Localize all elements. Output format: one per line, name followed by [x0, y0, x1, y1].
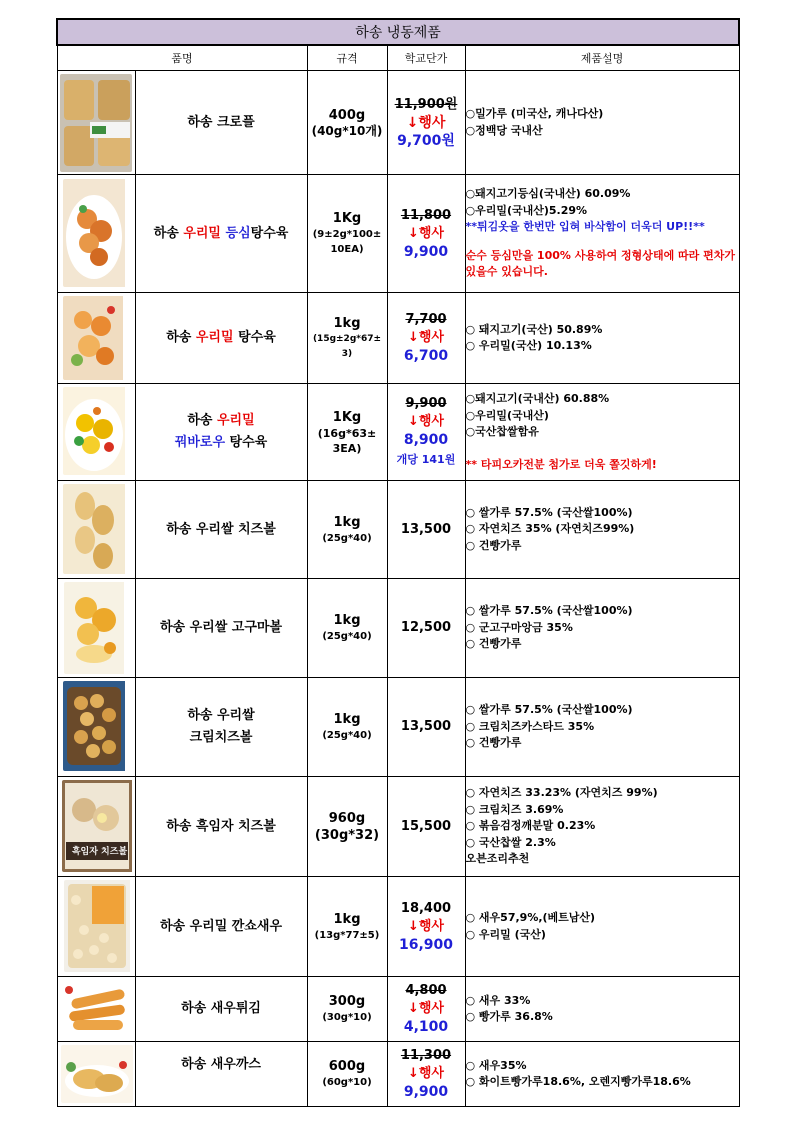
product-name-highlight: 우리밀 [216, 413, 255, 428]
table-row [57, 777, 739, 877]
product-name-highlight: 우리밀 [183, 225, 221, 241]
cheese-ball-photo-icon [63, 484, 135, 574]
unit-price: 개당 141원 [396, 453, 456, 466]
price-new: 9,900 [403, 1084, 449, 1100]
spec-sub: (9±2g*100± [312, 229, 382, 240]
table-row [57, 1042, 739, 1107]
desc-line: 순수 등심만을 100% 사용하여 정형상태에 따라 편차가 있을수 있습니다. [465, 248, 735, 279]
product-photo-cell [57, 481, 135, 579]
header-spec: 규격 [307, 45, 387, 71]
table-row [57, 977, 739, 1042]
product-name [135, 71, 307, 175]
product-price [387, 579, 465, 678]
sweet-sour-pork-photo-icon [63, 296, 135, 380]
price: 13,500 [400, 521, 452, 537]
desc-line: 오븐조리추천 [465, 852, 530, 866]
product-spec [307, 678, 387, 777]
desc-line: ○ 새우35% [465, 1058, 527, 1072]
product-name [135, 481, 307, 579]
product-spec [307, 481, 387, 579]
product-name-text: 탕수육 [225, 435, 268, 450]
packaging-label: 흑임자 치즈볼 [71, 847, 128, 857]
desc-line: ○정백당 국내산 [465, 123, 543, 137]
product-photo-cell [57, 175, 135, 293]
spec-main: 1kg [333, 315, 361, 331]
product-spec [307, 293, 387, 384]
price: 15,500 [400, 818, 452, 834]
croffle-photo-icon [60, 74, 132, 172]
spec-sub: (25g*40) [322, 532, 372, 544]
desc-line: **튀김옷을 한번만 입혀 바삭함이 더욱더 UP!!** [465, 220, 705, 234]
spec-main: 1kg [333, 911, 361, 927]
promo-badge: ↓행사 [406, 114, 446, 131]
product-desc [465, 777, 739, 877]
spec-main: 1kg [333, 712, 361, 727]
desc-line: ○돼지고기(국내산) 60.88% [465, 392, 610, 405]
fried-shrimp-bag-photo-icon [64, 880, 136, 972]
product-price [387, 777, 465, 877]
desc-line: ○밀가루 (미국산, 캐나다산) [465, 107, 604, 120]
product-photo-cell [57, 384, 135, 481]
product-price [387, 293, 465, 384]
promo-badge: ↓행사 [407, 918, 444, 934]
table-row [57, 579, 739, 678]
product-name-text: 하송 [153, 225, 184, 241]
product-spec [307, 384, 387, 481]
product-name [135, 877, 307, 977]
spec-sub: 3) [341, 348, 353, 359]
spec-sub: (30g*10) [322, 1012, 372, 1023]
product-photo-cell [57, 977, 135, 1042]
product-spec [307, 777, 387, 877]
product-name-text: 탕수육 [250, 225, 289, 241]
spec-sub: (16g*63± [317, 426, 377, 440]
guobaorou-photo-icon [63, 387, 135, 475]
promo-badge: ↓행사 [407, 1001, 444, 1016]
cream-cheese-ball-photo-icon [63, 681, 135, 771]
desc-line: ○ 화이트빵가루18.6%, 오렌지빵가루18.6% [465, 1075, 691, 1088]
product-photo-cell [57, 293, 135, 384]
price-old: 4,800 [405, 983, 447, 998]
spec-sub: 3EA) [332, 441, 362, 455]
price-new: 6,700 [403, 348, 449, 364]
price-new: 16,900 [398, 936, 454, 953]
product-price [387, 71, 465, 175]
sweet-sour-pork-photo-icon [63, 179, 135, 287]
product-photo-cell [57, 877, 135, 977]
spec-sub: (30g*32) [314, 827, 380, 843]
product-price [387, 877, 465, 977]
spec-main: 1kg [333, 613, 361, 628]
header-desc: 제품설명 [465, 45, 739, 71]
price-old: 11,800 [400, 207, 452, 223]
spec-main: 960g [328, 810, 366, 826]
product-name [135, 1042, 307, 1107]
desc-line: ○ 자연치즈 35% (자연치즈99%) [465, 522, 635, 536]
product-spec [307, 71, 387, 175]
product-spec [307, 175, 387, 293]
desc-line: ○ 볶음검정깨분말 0.23% [465, 819, 596, 833]
black-sesame-cheese-ball-photo-icon [62, 780, 134, 872]
spec-sub: (13g*77±5) [314, 929, 380, 941]
desc-line: ○ 군고구마앙금 35% [465, 620, 573, 634]
shrimp-cutlet-photo-icon [61, 1045, 133, 1103]
product-desc [465, 877, 739, 977]
price: 12,500 [400, 620, 452, 635]
product-name-text: 크림치즈볼 [189, 730, 253, 745]
spec-main: 400g [328, 107, 366, 123]
desc-line: ○ 국산찹쌀 2.3% [465, 835, 556, 849]
desc-line: ** 타피오카전분 첨가로 더욱 쫄깃하게! [465, 457, 657, 471]
desc-line: ○ 돼지고기(국산) 50.89% [465, 322, 603, 336]
product-price [387, 977, 465, 1042]
product-photo-cell [57, 1042, 135, 1107]
product-name [135, 678, 307, 777]
product-price [387, 481, 465, 579]
header-name: 품명 [57, 45, 307, 71]
product-photo-cell [57, 579, 135, 678]
desc-line: ○ 우리밀(국산) 10.13% [465, 339, 592, 352]
product-name [135, 175, 307, 293]
spec-main: 1kg [333, 514, 361, 530]
product-price [387, 1042, 465, 1107]
spec-main: 1Kg [332, 409, 362, 425]
product-desc [465, 678, 739, 777]
product-desc [465, 977, 739, 1042]
desc-line: ○ 빵가루 36.8% [465, 1010, 553, 1023]
product-name-highlight: 등심 [225, 225, 251, 241]
product-price [387, 384, 465, 481]
desc-line: ○ 쌀가루 57.5% (국산쌀100%) [465, 703, 633, 717]
promo-badge: ↓행사 [407, 330, 444, 345]
product-photo-cell [57, 71, 135, 175]
product-spec [307, 877, 387, 977]
product-name-highlight: 우리밀 [195, 330, 234, 345]
product-name-text: 하송 [187, 413, 217, 428]
product-desc [465, 1042, 739, 1107]
spec-sub: (40g*10개) [311, 123, 383, 138]
table-row [57, 678, 739, 777]
product-name-text: 하송 크로플 [187, 114, 255, 130]
product-photo-cell [57, 777, 135, 877]
spec-sub: (25g*40) [322, 631, 372, 642]
product-name-text: 하송 우리쌀 [187, 708, 255, 723]
product-name-text: 하송 우리쌀 치즈볼 [166, 521, 276, 537]
desc-line: ○ 우리밀 (국산) [465, 927, 546, 941]
desc-line: ○돼지고기등심(국내산) 60.09% [465, 187, 631, 201]
product-desc [465, 481, 739, 579]
spec-sub: 10EA) [330, 244, 364, 255]
desc-line: ○ 쌀가루 57.5% (국산쌀100%) [465, 604, 633, 618]
fried-shrimp-photo-icon [61, 980, 133, 1038]
product-name [135, 977, 307, 1042]
price: 13,500 [400, 719, 452, 734]
desc-line: ○ 건빵가루 [465, 637, 522, 651]
desc-line: ○ 쌀가루 57.5% (국산쌀100%) [465, 505, 633, 519]
product-name [135, 384, 307, 481]
product-name-text: 하송 새우까스 [181, 1057, 261, 1072]
product-desc [465, 384, 739, 481]
sweet-potato-ball-photo-icon [64, 582, 136, 674]
product-name-text: 하송 흑임자 치즈볼 [166, 818, 276, 834]
product-name-text: 하송 새우튀김 [181, 1001, 261, 1016]
price-old: 9,900 [405, 396, 447, 411]
table-row [57, 175, 739, 293]
table-row [57, 877, 739, 977]
price-old: 18,400 [400, 900, 452, 916]
desc-line: ○ 새우 33% [465, 993, 531, 1007]
product-name [135, 293, 307, 384]
table-row [57, 384, 739, 481]
price-new: 9,900 [403, 243, 449, 260]
spec-main: 1Kg [332, 211, 362, 226]
price-old: 11,300 [400, 1048, 452, 1063]
spec-sub: (60g*10) [322, 1077, 372, 1088]
product-spec [307, 977, 387, 1042]
product-name [135, 777, 307, 877]
desc-line: ○ 새우57,9%,(베트남산) [465, 911, 596, 924]
product-desc [465, 293, 739, 384]
product-name-text: 탕수육 [233, 330, 276, 345]
product-desc [465, 579, 739, 678]
table-row [57, 481, 739, 579]
promo-badge: ↓행사 [407, 414, 444, 429]
desc-line: ○ 건빵가루 [465, 538, 522, 552]
table-row [57, 71, 739, 175]
price-new: 9,700원 [397, 132, 455, 149]
product-photo-cell [57, 678, 135, 777]
spec-sub: (15g±2g*67± [312, 333, 382, 344]
price-new: 8,900 [403, 432, 449, 448]
desc-line: ○ 크림치즈카스타드 35% [465, 719, 595, 733]
spec-sub: (25g*40) [322, 730, 372, 741]
desc-line: ○ 자연치즈 33.23% (자연치즈 99%) [465, 786, 658, 800]
spec-main: 300g [328, 994, 366, 1009]
desc-line: ○우리밀(국내산)5.29% [465, 203, 588, 217]
promo-badge: ↓행사 [407, 225, 444, 241]
product-table [56, 18, 740, 1107]
price-old: 7,700 [405, 312, 447, 327]
promo-badge: ↓행사 [407, 1066, 444, 1081]
desc-line: ○ 건빵가루 [465, 736, 522, 750]
product-desc [465, 71, 739, 175]
price-new: 4,100 [403, 1019, 449, 1035]
product-spec [307, 1042, 387, 1107]
product-price [387, 175, 465, 293]
spec-main: 600g [328, 1059, 366, 1074]
product-desc [465, 175, 739, 293]
desc-line: ○국산찹쌀함유 [465, 425, 539, 438]
table-title: 하송 냉동제품 [57, 19, 739, 45]
product-name-text: 하송 [166, 330, 196, 345]
product-name-text: 하송 우리쌀 고구마볼 [159, 620, 283, 635]
table-row [57, 293, 739, 384]
product-price [387, 678, 465, 777]
product-spec [307, 579, 387, 678]
product-name [135, 579, 307, 678]
product-name-highlight: 꿔바로우 [174, 435, 226, 450]
product-name-text: 하송 우리밀 깐쇼새우 [159, 918, 283, 934]
desc-line: ○우리밀(국내산) [465, 408, 549, 422]
desc-line: ○ 크림치즈 3.69% [465, 802, 564, 816]
price-old: 11,900원 [394, 96, 458, 112]
header-price: 학교단가 [387, 45, 465, 71]
